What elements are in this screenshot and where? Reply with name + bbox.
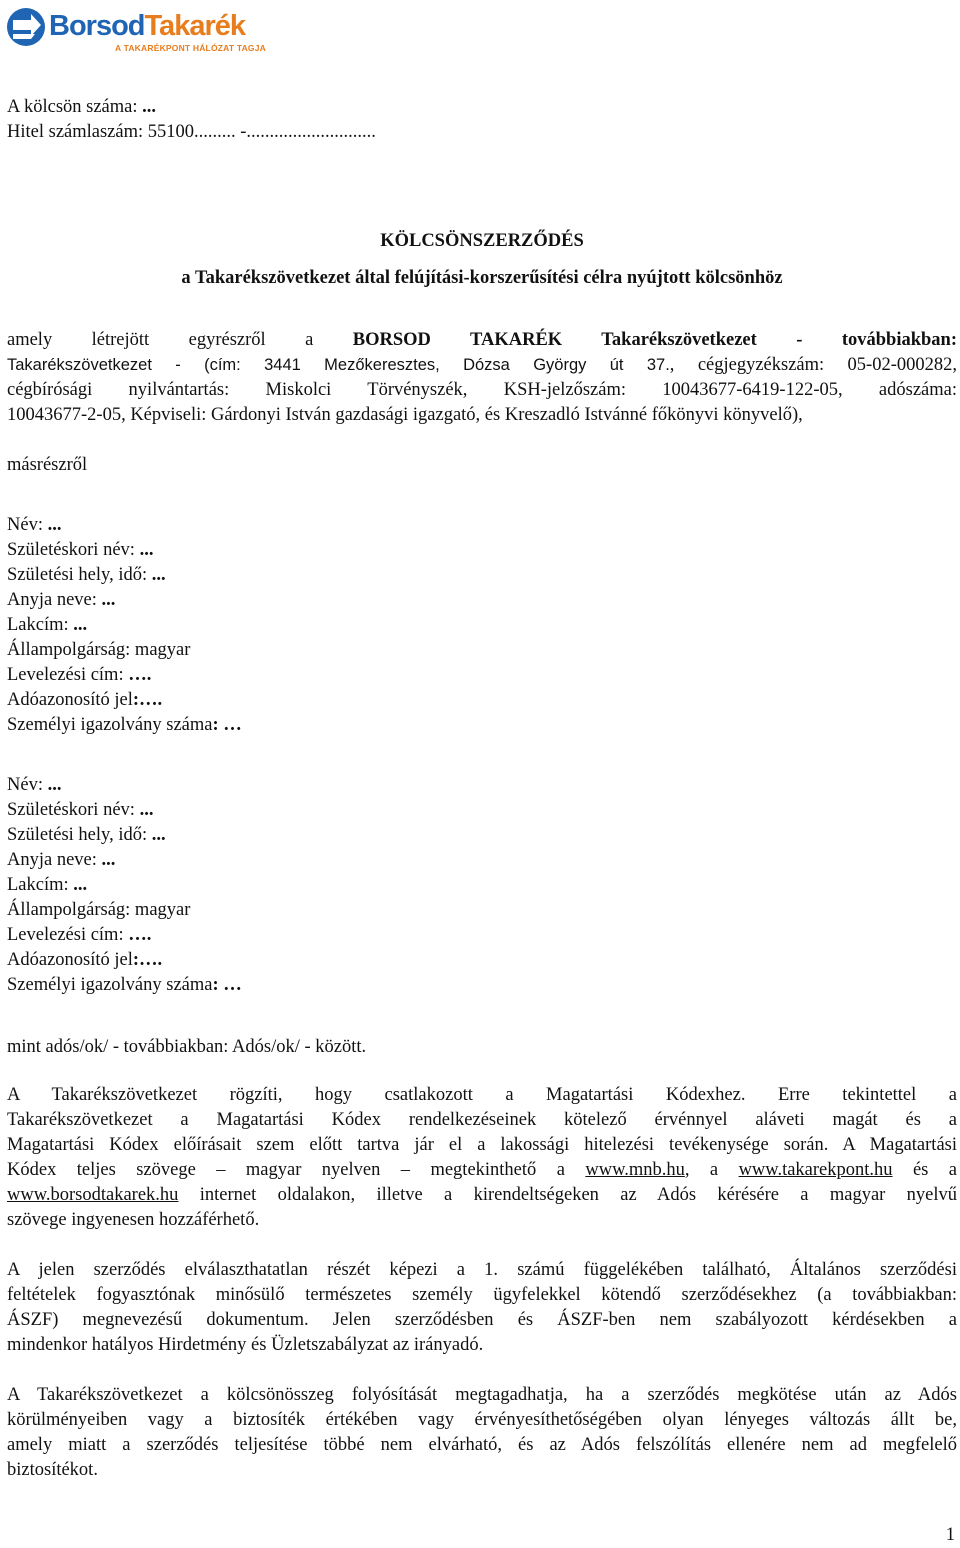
lender-address: Takarékszövetkezet - (cím: 3441 Mezőkeresztes, Dózsa György út 37. (7, 356, 670, 374)
paragraph-line: Magatartási Kódex előírásait szem előtt tartva jár el a lakossági hitelezési tevékenysége során. A Magatartási (7, 1135, 957, 1155)
debtor-field (7, 923, 242, 948)
field-label: Levelezési cím: (7, 665, 129, 685)
logo-name-part1: Borsod (49, 10, 145, 42)
mnb-link[interactable]: www.mnb.hu (585, 1160, 685, 1180)
field-label: Születéskori név: (7, 540, 140, 560)
field-label: Születéskori név: (7, 800, 140, 820)
field-value: ... (139, 800, 154, 820)
line-text: internet oldalakon, illetve a kirendeltségeken az Adós kérésére a magyar nyelvű (178, 1185, 957, 1205)
paragraph-line: feltételek fogyasztónak minősülő természetes személy ügyfelekkel kötendő szerződésekhez (a továbbiakban: (7, 1285, 957, 1305)
loan-number-line (7, 95, 376, 120)
field-label: Név: (7, 515, 48, 535)
field-value: :…. (132, 950, 163, 970)
title-main: KÖLCSÖNSZERZŐDÉS (380, 231, 584, 251)
debtor-field (7, 663, 242, 688)
intro-line (7, 353, 957, 378)
logo-name-part2: Takarék (144, 10, 245, 42)
lender-name: BORSOD TAKARÉK (352, 330, 563, 350)
debtor-field (7, 798, 242, 823)
field-label: Személyi igazolvány száma (7, 715, 213, 735)
intro-paragraph (7, 328, 957, 428)
debtor-field: Állampolgárság: magyar (7, 640, 191, 660)
refusal-paragraph (7, 1383, 957, 1483)
debtor-field (7, 563, 242, 588)
paragraph-line: Takarékszövetkezet a Magatartási Kódex rendelkezéseinek kötelező érvénnyel aláveti magát és a (7, 1110, 957, 1130)
line-text: Kódex teljes szövege – magyar nyelven – megtekinthető a (7, 1160, 586, 1180)
intro-line (7, 328, 957, 353)
company-reg-number: , cégjegyzékszám: 05-02-000282, (669, 355, 958, 375)
field-value: : … (212, 975, 242, 995)
debtor-field (7, 973, 242, 998)
debtor-field (7, 613, 242, 638)
field-value: ... (101, 590, 116, 610)
paragraph-line: biztosítékot. (7, 1460, 98, 1480)
contract-identifiers (7, 95, 376, 145)
debtor-field (7, 948, 242, 973)
line-text: és a (892, 1160, 957, 1180)
intro-line: cégbírósági nyilvántartás: Miskolci Törvényszék, KSH-jelzőszám: 10043677-6419-122-05, adószáma: (7, 380, 957, 400)
logo-arrow-icon (5, 6, 47, 48)
paragraph-line: A Takarékszövetkezet rögzíti, hogy csatlakozott a Magatartási Kódexhez. Erre tekintettel a (7, 1085, 957, 1105)
paragraph-line (7, 1183, 957, 1208)
field-value: ... (101, 850, 116, 870)
page-number: 1 (945, 1525, 955, 1545)
code-of-conduct-paragraph (7, 1083, 957, 1233)
title-sub: a Takarékszövetkezet által felújítási-korszerűsítési célra nyújtott kölcsönhöz (181, 268, 783, 288)
field-value: ... (151, 825, 166, 845)
loan-number-label: A kölcsön száma: (7, 97, 143, 117)
paragraph-line (7, 1158, 957, 1183)
field-label: Levelezési cím: (7, 925, 129, 945)
debtor-field (7, 823, 242, 848)
account-number-line: Hitel számlaszám: 55100......... -............................ (7, 122, 376, 142)
paragraph-line: A jelen szerződés elválaszthatatlan részét képezi a 1. számú függelékében található, Általános szerződési (7, 1260, 957, 1280)
paragraph-line: ÁSZF) megnevezésű dokumentum. Jelen szerződésben és ÁSZF-ben nem szabályozott kérdésekben a (7, 1310, 957, 1330)
field-value: :…. (132, 690, 163, 710)
logo-tagline: A TAKARÉKPONT HÁLÓZAT TAGJA (115, 43, 266, 53)
field-label: Anyja neve: (7, 850, 102, 870)
paragraph-line: körülményeiben vagy a biztosíték értékében vagy érvényesíthetőségében olyan lényeges változás állt be, (7, 1410, 957, 1430)
debtor-field (7, 773, 242, 798)
field-value: ... (151, 565, 166, 585)
lender-alias: Takarékszövetkezet - továbbiakban: (562, 330, 957, 350)
debtor-field (7, 873, 242, 898)
debtor-field: Állampolgárság: magyar (7, 900, 191, 920)
line-text: , a (684, 1160, 739, 1180)
paragraph-line: mindenkor hatályos Hirdetmény és Üzletszabályzat az irányadó. (7, 1335, 484, 1355)
borsod-takarek-logo (5, 6, 266, 58)
field-label: Születési hely, idő: (7, 825, 152, 845)
field-label: Lakcím: (7, 875, 74, 895)
logo-wordmark (49, 9, 245, 43)
field-label: Lakcím: (7, 615, 74, 635)
debtor-clause: mint adós/ok/ - továbbiakban: Adós/ok/ - között. (7, 1037, 367, 1057)
field-label: Személyi igazolvány száma (7, 975, 213, 995)
field-value: ... (73, 875, 88, 895)
debtor-field (7, 588, 242, 613)
takarekpont-link[interactable]: www.takarekpont.hu (738, 1160, 893, 1180)
intro-text: amely létrejött egyrészről a (7, 330, 353, 350)
field-value: …. (128, 925, 152, 945)
debtor-field (7, 513, 242, 538)
paragraph-line: amely miatt a szerződés teljesítése többé nem elvárható, és az Adós felszólítás ellenére nem ad megfelelő (7, 1435, 957, 1455)
debtor-block (7, 513, 242, 738)
other-party-label: másrészről (7, 455, 88, 475)
contract-title (7, 229, 957, 291)
field-label: Anyja neve: (7, 590, 102, 610)
borsodtakarek-link[interactable]: www.borsodtakarek.hu (7, 1185, 179, 1205)
field-value: ... (47, 515, 62, 535)
loan-number-value: ... (142, 97, 157, 117)
field-value: ... (139, 540, 154, 560)
aszf-paragraph (7, 1258, 957, 1358)
debtor-field (7, 688, 242, 713)
field-label: Adóazonosító jel (7, 690, 133, 710)
intro-line: 10043677-2-05, Képviseli: Gárdonyi István gazdasági igazgató, és Kreszadló Istvánné főkönyvi könyvelő), (7, 405, 803, 425)
debtor-field (7, 848, 242, 873)
field-value: ... (47, 775, 62, 795)
field-value: …. (128, 665, 152, 685)
debtor-block (7, 773, 242, 998)
debtor-field (7, 713, 242, 738)
field-value: ... (73, 615, 88, 635)
field-label: Születési hely, idő: (7, 565, 152, 585)
field-label: Adóazonosító jel (7, 950, 133, 970)
paragraph-line: szövege ingyenesen hozzáférhető. (7, 1210, 260, 1230)
paragraph-line: A Takarékszövetkezet a kölcsönösszeg folyósítását megtagadhatja, ha a szerződés megkötése után az Adós (7, 1385, 957, 1405)
field-value: : … (212, 715, 242, 735)
debtor-field (7, 538, 242, 563)
field-label: Név: (7, 775, 48, 795)
